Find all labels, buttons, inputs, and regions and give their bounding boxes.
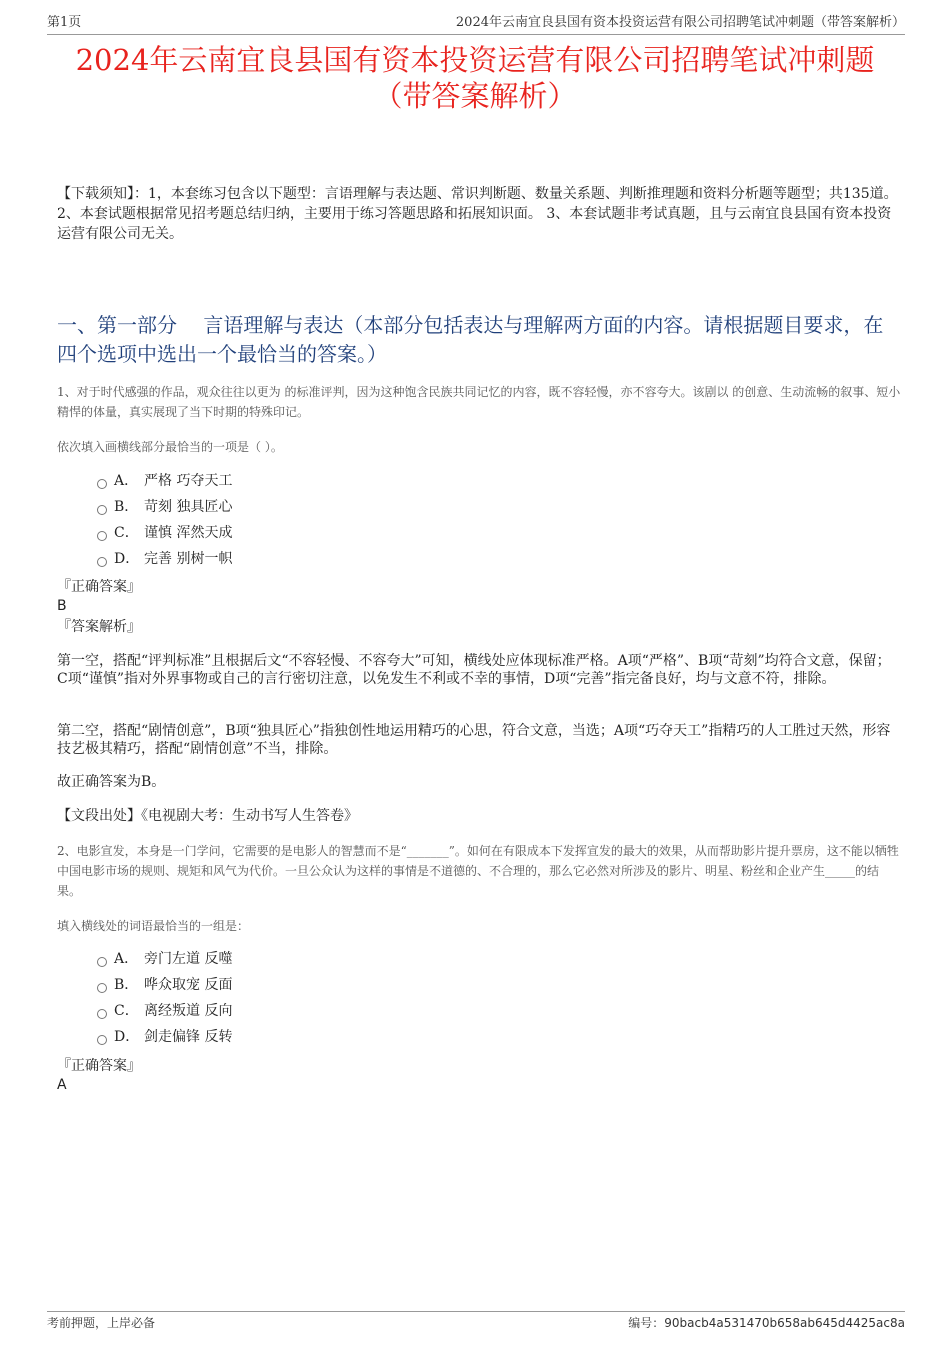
question-2-answer: A	[57, 1077, 67, 1093]
radio-icon[interactable]	[97, 1035, 107, 1045]
serial-label: 编号：	[628, 1316, 665, 1330]
radio-icon[interactable]	[97, 983, 107, 993]
option-b[interactable]: B． 哗众取宠 反面	[97, 972, 497, 998]
question-1-conclusion: 故正确答案为B。	[57, 774, 166, 790]
radio-icon[interactable]	[97, 557, 107, 567]
section-heading: 一、第一部分 言语理解与表达（本部分包括表达与理解两方面的内容。请根据题目要求，在四个选项中选出一个最恰当的答案。）	[57, 313, 884, 366]
radio-icon[interactable]	[97, 1009, 107, 1019]
question-1-answer: B	[57, 598, 67, 614]
radio-icon[interactable]	[97, 479, 107, 489]
option-d[interactable]: D． 剑走偏锋 反转	[97, 1024, 497, 1050]
question-1-prompt: 依次填入画横线部分最恰当的一项是（ ）。	[57, 440, 283, 454]
page-number: 第1页	[47, 15, 82, 30]
header-doc-title: 2024年云南宜良县国有资本投资运营有限公司招聘笔试冲刺题（带答案解析）	[455, 15, 905, 30]
serial-number: 90bacb4a531470b658ab645d4425ac8a	[664, 1316, 905, 1330]
question-1-analysis-label: 『答案解析』	[57, 619, 141, 635]
question-1-analysis-p2: 第二空，搭配“剧情创意”，B项“独具匠心”指独创性地运用精巧的心思，符合文意，当选；A项“巧夺天工”指精巧的人工胜过天然，形容技艺极其精巧，搭配“剧情创意”不当，排除。	[57, 723, 891, 757]
title-line-1: 2024年云南宜良县国有资本投资运营有限公司招聘笔试冲刺题	[75, 43, 875, 77]
question-2-answer-label: 『正确答案』	[57, 1058, 141, 1074]
footer-serial	[628, 1313, 905, 1333]
question-1-options	[97, 468, 497, 572]
radio-icon[interactable]	[97, 505, 107, 515]
page-footer	[47, 1311, 905, 1332]
document-title	[40, 42, 910, 114]
radio-icon[interactable]	[97, 957, 107, 967]
question-1-source: 【文段出处】《电视剧大考：生动书写人生答卷》	[57, 808, 358, 824]
question-2-prompt: 填入横线处的词语最恰当的一组是：	[57, 919, 250, 933]
option-a[interactable]: A． 旁门左道 反噬	[97, 946, 497, 972]
page-header	[47, 14, 905, 35]
question-1-text: 1、对于时代感强的作品，观众往往以更为 的标准评判，因为这种饱含民族共同记忆的内容，既不容轻慢，亦不容夸大。该剧以 的创意、生动流畅的叙事、短小精悍的体量，真实展现了当下时期的特殊印记。	[57, 385, 901, 419]
question-2-text: 2、电影宣发，本身是一门学问，它需要的是电影人的智慧而不是“_______”。如何在有限成本下发挥宣发的最大的效果，从而帮助影片提升票房，这不能以牺牲中国电影市场的规则、规矩和风气为代价。一旦公众认为这样的事情是不道德的、不合理的，那么它必然对所涉及的影片、明星、粉丝和企业产生_____的结果。	[57, 844, 899, 898]
title-line-2: （带答案解析）	[373, 79, 577, 113]
download-notice: 【下载须知】：1，本套练习包含以下题型：言语理解与表达题、常识判断题、数量关系题、判断推理题和资料分析题等题型；共135道。 2、本套试题根据常见招考题总结归纳，主要用于练习答题思路和拓展知识面。 3、本套试题非考试真题，且与云南宜良县国有资本投资运营有限公司无关。	[57, 186, 898, 242]
question-2-options	[97, 946, 497, 1050]
option-c[interactable]: C． 离经叛道 反向	[97, 998, 497, 1024]
question-1-analysis-p1: 第一空，搭配“评判标准”且根据后文“不容轻慢、不容夸大”可知，横线处应体现标准严格。A项“严格”、B项“苛刻”均符合文意，保留；C项“谨慎”指对外界事物或自己的言行密切注意，以免发生不利或不幸的事情，D项“完善”指完备良好，均与文意不符，排除。	[57, 653, 891, 687]
footer-slogan: 考前押题，上岸必备	[47, 1316, 156, 1330]
option-c[interactable]: C． 谨慎 浑然天成	[97, 520, 497, 546]
option-b[interactable]: B． 苛刻 独具匠心	[97, 494, 497, 520]
question-1-answer-label: 『正确答案』	[57, 579, 141, 595]
option-d[interactable]: D． 完善 别树一帜	[97, 546, 497, 572]
option-a[interactable]: A． 严格 巧夺天工	[97, 468, 497, 494]
radio-icon[interactable]	[97, 531, 107, 541]
